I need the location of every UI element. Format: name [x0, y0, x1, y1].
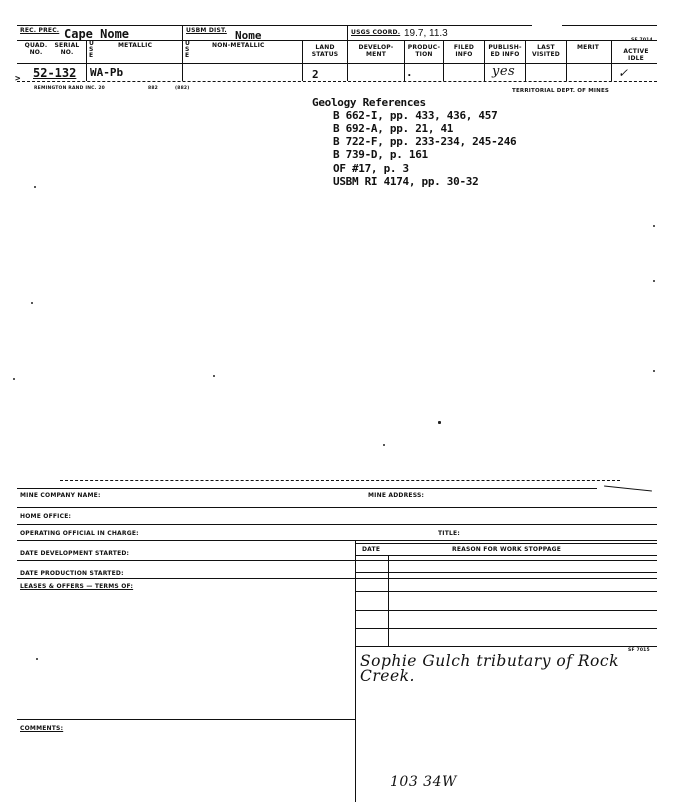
stoppage-row-4	[355, 610, 657, 611]
col-quad-no: QUAD. NO.	[24, 42, 48, 56]
col-active-idle: ACTIVE IDLE	[623, 48, 649, 62]
stoppage-row-5	[355, 628, 657, 629]
handwritten-note-line-2: Creek.	[360, 667, 415, 685]
speck	[31, 302, 33, 304]
bottom-line-2	[17, 507, 657, 508]
references-heading: Geology References	[312, 96, 426, 109]
bottom-top-stroke	[604, 485, 652, 491]
stoppage-row-3	[355, 591, 657, 592]
handwritten-code: 103 34W	[390, 774, 457, 790]
col-div-1	[86, 40, 87, 81]
col-div-2	[182, 40, 183, 81]
reference-line-6: USBM RI 4174, pp. 30-32	[333, 175, 479, 188]
col-div-4	[347, 40, 348, 81]
leases-label: LEASES & OFFERS — TERMS OF:	[20, 583, 134, 590]
stoppage-row-1	[355, 555, 657, 556]
top-border-right	[562, 25, 657, 26]
top-border	[17, 25, 532, 26]
speck	[438, 421, 441, 424]
col-filed-info: FILED INFO	[453, 44, 475, 58]
usbm-dist-label: USBM DIST.	[186, 27, 227, 34]
divider-rec-usbm	[182, 25, 183, 41]
col-div-7	[484, 40, 485, 81]
form-number-top: SF 7014	[631, 38, 653, 43]
printer-code-2: (882)	[175, 86, 190, 91]
col-metallic: METALLIC	[118, 42, 153, 49]
col-development: DEVELOP- MENT	[358, 44, 394, 58]
stoppage-row-6	[355, 646, 657, 647]
rec-prec-value: Cape Nome	[64, 27, 130, 41]
col-div-9	[566, 40, 567, 81]
col-use-nonmetallic: U S E	[185, 40, 191, 59]
speck	[653, 225, 655, 227]
record-published-info: yes	[492, 64, 516, 79]
printer-code-1: 882	[148, 86, 158, 91]
bottom-line-4	[17, 540, 657, 541]
reference-line-5: OF #17, p. 3	[333, 162, 409, 175]
header-line-2	[17, 40, 657, 41]
home-office-label: HOME OFFICE:	[20, 513, 72, 520]
title-label: TITLE:	[438, 530, 460, 537]
date-production-label: DATE PRODUCTION STARTED:	[20, 570, 124, 577]
col-div-3	[302, 40, 303, 81]
reference-line-2: B 692-A, pp. 21, 41	[333, 122, 454, 135]
bottom-line-5	[17, 560, 657, 561]
header-line-3	[17, 63, 657, 64]
bottom-line-6	[17, 578, 657, 579]
handwritten-note-line-1: Sophie Gulch tributary of Rock	[360, 652, 619, 670]
mine-company-name-label: MINE COMPANY NAME:	[20, 492, 101, 499]
reason-column-label: REASON FOR WORK STOPPAGE	[452, 546, 562, 553]
usgs-coord-value: 19.7, 11.3	[404, 28, 448, 39]
speck	[653, 370, 655, 372]
row-marker: >	[15, 74, 21, 84]
col-published-info: PUBLISH- ED INFO	[488, 44, 522, 58]
stoppage-date-divider	[388, 555, 389, 646]
stoppage-left-border	[355, 540, 356, 802]
date-column-label: DATE	[362, 546, 381, 553]
col-production: PRODUC- TION	[407, 44, 441, 58]
operating-official-label: OPERATING OFFICIAL IN CHARGE:	[20, 530, 139, 537]
territorial-dept: TERRITORIAL DEPT. OF MINES	[512, 88, 610, 94]
col-merit: MERIT	[576, 44, 599, 51]
comments-line	[17, 719, 355, 720]
mine-address-label: MINE ADDRESS:	[368, 492, 425, 499]
col-use-metallic: U S E	[89, 40, 95, 59]
speck	[13, 378, 15, 380]
divider-usbm-usgs	[347, 25, 348, 41]
speck	[653, 280, 655, 282]
record-quad-serial: 52-132	[33, 66, 77, 80]
speck	[213, 375, 215, 377]
bottom-top-line	[60, 480, 620, 481]
rec-prec-label: REC. PREC.	[20, 27, 60, 34]
reference-line-4: B 739-D, p. 161	[333, 148, 428, 161]
record-metallic: WA-Pb	[90, 66, 124, 79]
speck	[34, 186, 36, 188]
record-production: .	[406, 66, 413, 79]
col-div-6	[443, 40, 444, 81]
col-div-8	[525, 40, 526, 81]
usbm-dist-value: Nome	[235, 29, 262, 42]
bottom-line-3	[17, 524, 657, 525]
col-land-status: LAND STATUS	[311, 44, 339, 58]
record-land-status: 2	[312, 68, 319, 81]
speck	[36, 658, 38, 660]
printer-imprint: REMINGTON RAND INC. 20	[34, 86, 105, 91]
bottom-line-4b	[355, 543, 657, 544]
col-last-visited: LAST VISITED	[531, 44, 560, 58]
speck	[383, 444, 385, 446]
usgs-coord-label: USGS COORD.	[351, 29, 401, 36]
date-development-label: DATE DEVELOPMENT STARTED:	[20, 550, 130, 557]
col-non-metallic: NON-METALLIC	[212, 42, 265, 49]
form-number-bottom: SF 7015	[628, 648, 650, 653]
col-div-10	[611, 40, 612, 81]
record-line	[17, 81, 657, 82]
reference-line-3: B 722-F, pp. 233-234, 245-246	[333, 135, 517, 148]
stoppage-row-2	[355, 572, 657, 573]
col-serial-no: SERIAL NO.	[54, 42, 80, 56]
record-active-idle: ✓	[618, 66, 629, 80]
comments-label: COMMENTS:	[20, 725, 64, 732]
bottom-line-1	[17, 488, 597, 489]
reference-line-1: B 662-I, pp. 433, 436, 457	[333, 109, 498, 122]
